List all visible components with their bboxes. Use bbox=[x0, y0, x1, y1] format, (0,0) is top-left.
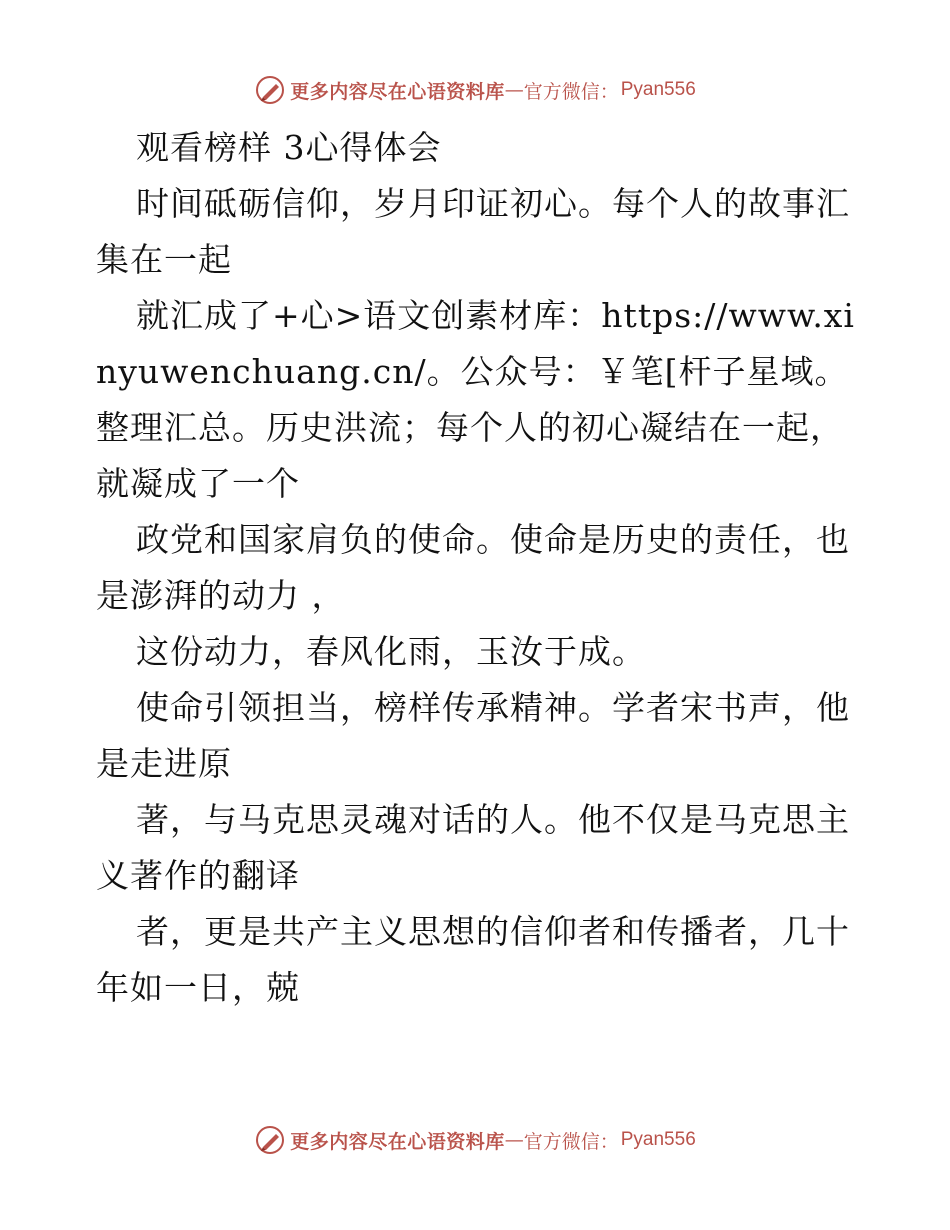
paragraph: 时间砥砺信仰，岁月印证初心。每个人的故事汇集在一起 bbox=[96, 184, 850, 279]
banner-main-text: 更多内容尽在心语资料库 bbox=[290, 80, 505, 103]
banner-official-label: 官方微信： bbox=[523, 80, 619, 103]
paragraph: 使命引领担当，榜样传承精神。学者宋书声，他是走进原 bbox=[96, 688, 850, 783]
banner-main-text: 更多内容尽在心语资料库 bbox=[290, 1130, 505, 1153]
document-body bbox=[96, 120, 856, 1016]
banner-dash: — bbox=[504, 79, 524, 101]
banner-wechat-id: Pyan556 bbox=[620, 79, 696, 100]
pen-logo-icon bbox=[254, 1124, 286, 1156]
banner-wechat-id: Pyan556 bbox=[620, 1129, 696, 1150]
header-banner bbox=[0, 70, 950, 110]
paragraph: 著，与马克思灵魂对话的人。他不仅是马克思主义著作的翻译 bbox=[96, 800, 850, 895]
banner-official-label: 官方微信： bbox=[523, 1130, 619, 1153]
paragraph: 者，更是共产主义思想的信仰者和传播者，几十年如一日，兢 bbox=[96, 912, 850, 1007]
pen-logo-icon bbox=[254, 74, 286, 106]
paragraph: 政党和国家肩负的使命。使命是历史的责任，也是澎湃的动力 ， bbox=[96, 520, 850, 615]
paragraph: 这份动力，春风化雨，玉汝于成。 bbox=[136, 632, 646, 671]
footer-banner bbox=[0, 1120, 950, 1160]
document-title: 观看榜样 3心得体会 bbox=[136, 128, 442, 167]
banner-dash: — bbox=[504, 1129, 524, 1151]
paragraph: 就汇成了+心>语文创素材库：https://www.xinyuwenchuang.cn/。公众号：￥笔[杆子星域。整理汇总。历史洪流；每个人的初心凝结在一起，就凝成了一个 bbox=[96, 296, 855, 503]
